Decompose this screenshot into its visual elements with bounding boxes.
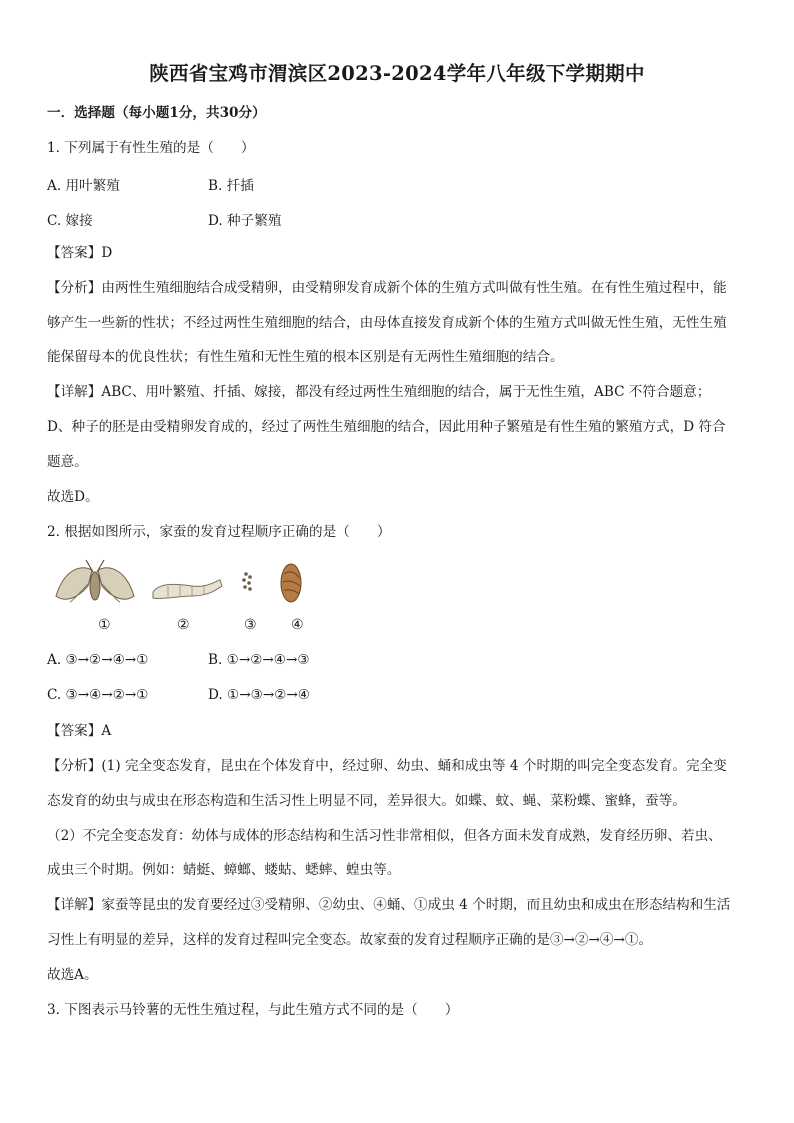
q1-detail-line-2: D、种子的胚是由受精卵发育成的，经过了两性生殖细胞的结合，因此用种子繁殖是有性生殖的繁殖方式，D 符合 [47,419,726,435]
q1-choice-c: C. 嫁接 [47,213,93,229]
q2-analysis-line-3: （2）不完全变态发育：幼体与成体的形态结构和生活习性非常相似，但各方面未发育成熟，发育经历卵、若虫、 [47,828,722,844]
question-1-stem: 1. 下列属于有性生殖的是（ ） [47,140,255,156]
q1-choice-a: A. 用叶繁殖 [47,178,120,194]
document-title: 陕西省宝鸡市渭滨区2023-2024学年八年级下学期期中 [149,62,645,85]
q2-choice-c: C. ③→④→②→① [47,687,149,703]
question-3-stem: 3. 下图表示马铃薯的无性生殖过程，与此生殖方式不同的是（ ） [47,1002,459,1018]
q2-analysis-line-4: 成虫三个时期。例如：蜻蜓、蟑螂、蝼蛄、蟋蟀、蝗虫等。 [47,862,401,878]
q1-detail-line-1: 【详解】ABC、用叶繁殖、扦插、嫁接，都没有经过两性生殖细胞的结合，属于无性生殖，ABC 不符合题意； [47,384,711,400]
q1-answer: 【答案】D [47,245,113,261]
q2-answer: 【答案】A [47,723,112,739]
eggs-image [242,572,252,591]
q2-detail-line-1: 【详解】家蚕等昆虫的发育要经过③受精卵、②幼虫、④蛹、①成虫 4 个时期，而且幼虫和成虫在形态结构和生活 [47,897,731,913]
q1-choice-b: B. 扦插 [208,178,254,194]
section-heading: 一．选择题（每小题1分，共30分） [47,105,266,121]
figure-label-2: ② [177,617,190,633]
q2-analysis-line-2: 态发育的幼虫与成虫在形态构造和生活习性上明显不同，差异很大。如蝶、蚊、蝇、菜粉蝶、蜜蜂，蚕等。 [47,793,686,809]
q2-choice-b: B. ①→②→④→③ [208,652,310,668]
q1-analysis-line-3: 能保留母本的优良性状；有性生殖和无性生殖的根本区别是有无两性生殖细胞的结合。 [47,349,564,365]
q1-analysis-line-2: 够产生一些新的性状；不经过两性生殖细胞的结合，由母体直接发育成新个体的生殖方式叫做无性生殖，无性生殖 [47,315,727,331]
figure-label-3: ③ [244,617,257,633]
q2-detail-line-2: 习性上有明显的差异，这样的发育过程叫完全变态。故家蚕的发育过程顺序正确的是③→②→④→①。 [47,932,653,948]
q1-conclusion: 故选D。 [47,489,99,505]
pupa-image [281,564,301,602]
moth-image [56,560,134,602]
q1-choice-d: D. 种子繁殖 [208,213,282,229]
q2-choice-a: A. ③→②→④→① [47,652,149,668]
q1-detail-line-3: 题意。 [47,454,88,470]
figure-label-1: ① [98,617,111,633]
q2-analysis-line-1: 【分析】(1) 完全变态发育，昆虫在个体发育中，经过卵、幼虫、蛹和成虫等 4 个时期的叫完全变态发育。完全变 [47,758,727,774]
figure-label-4: ④ [291,617,304,633]
q1-analysis-line-1: 【分析】由两性生殖细胞结合成受精卵，由受精卵发育成新个体的生殖方式叫做有性生殖。在有性生殖过程中，能 [47,280,727,296]
question-2-stem: 2. 根据如图所示，家蚕的发育过程顺序正确的是（ ） [47,524,391,540]
q2-choice-d: D. ①→③→②→④ [208,687,310,703]
larva-image [153,580,222,599]
q2-conclusion: 故选A。 [47,967,98,983]
